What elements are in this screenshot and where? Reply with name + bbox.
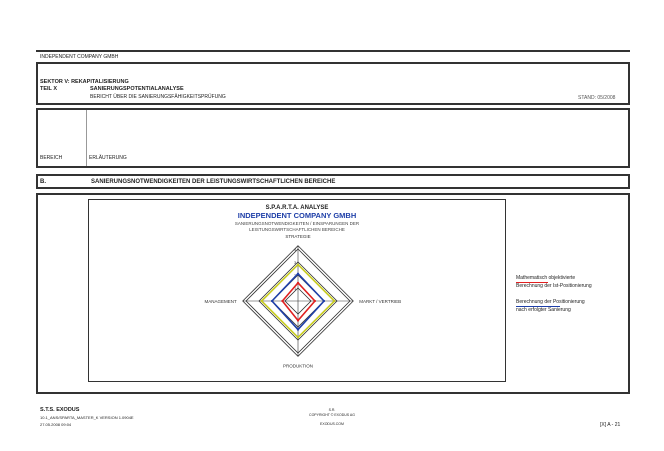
chart-subtitle-1: SANIERUNGSNOTWENDIGKEITEN / EINSPARUNGEN DER [234, 221, 360, 226]
footer-copyright: COPYRIGHT © EXODUS AG [309, 413, 355, 417]
footer-title: S.T.S. EXODUS [40, 407, 80, 413]
chart-title: S.P.A.R.T.A. ANALYSE [265, 205, 329, 211]
part-subtitle: BERICHT ÜBER DIE SANIERUNGSFÄHIGKEITSPRÜFUNG [90, 94, 226, 100]
column-erlaeuterung: ERLÄUTERUNG [89, 155, 127, 161]
radar-axis-label: PRODUKTION [282, 363, 314, 369]
section-title: SANIERUNGSNOTWENDIGKEITEN DER LEISTUNGSWIRTSCHAFTLICHEN BEREICHE [91, 179, 336, 185]
radar-point [271, 300, 273, 302]
radar-axis-label: STRATEGIE [285, 233, 311, 239]
radar-point [297, 336, 299, 338]
radar-tick-label: 2 [294, 273, 297, 278]
radar-tick-label: 4 [294, 247, 297, 252]
chart-company: INDEPENDENT COMPANY GMBH [237, 211, 357, 220]
radar-axis-label: MARKT / VERTRIEB [359, 299, 402, 304]
page-number: [X] A - 21 [600, 422, 621, 428]
footer-website: EXODUS.COM [320, 422, 344, 426]
legend-note-1-line-1: Mathematisch objektivierte [516, 275, 576, 281]
footer-center-1: S.R. [328, 408, 336, 412]
radar-point [323, 300, 325, 302]
chart-subtitle-2: LEISTUNGSWIRTSCHAFTLICHEN BEREICHE [249, 227, 345, 232]
column-bereich: BEREICH [40, 155, 63, 161]
radar-tick-label: 3 [294, 260, 297, 265]
legend-note-1-line-2: Berechnung der Ist-Positionierung [516, 283, 592, 289]
footer-version: 10.1_ANS/SPARTA_MASTER_K VERSION 1.0904E [40, 415, 134, 420]
footer-timestamp: 27.05.2008 09:04 [40, 422, 72, 427]
radar-point [333, 300, 335, 302]
radar-point [297, 329, 299, 331]
legend-note-2-line-2: nach erfolgter Sanierung [516, 307, 571, 313]
part-title: SANIERUNGSPOTENTIALANALYSE [90, 86, 184, 92]
radar-point [281, 300, 283, 302]
part-label: TEIL X [40, 86, 58, 92]
radar-point [314, 300, 316, 302]
radar-axis-label: MANAGEMENT [204, 299, 237, 304]
sector-title: SEKTOR V: REKAPITALISIERUNG [40, 79, 129, 85]
radar-point [297, 264, 299, 266]
radar-point [261, 300, 263, 302]
radar-point [297, 273, 299, 275]
radar-point [297, 319, 299, 321]
radar-tick-label: 1 [294, 286, 297, 291]
section-number: B. [40, 179, 46, 185]
radar-point [297, 282, 299, 284]
stand-date: STAND: 05/2008 [578, 95, 616, 101]
legend-note-2-line-1: Berechnung der Positionierung [516, 299, 585, 305]
company-name: INDEPENDENT COMPANY GMBH [40, 54, 119, 60]
